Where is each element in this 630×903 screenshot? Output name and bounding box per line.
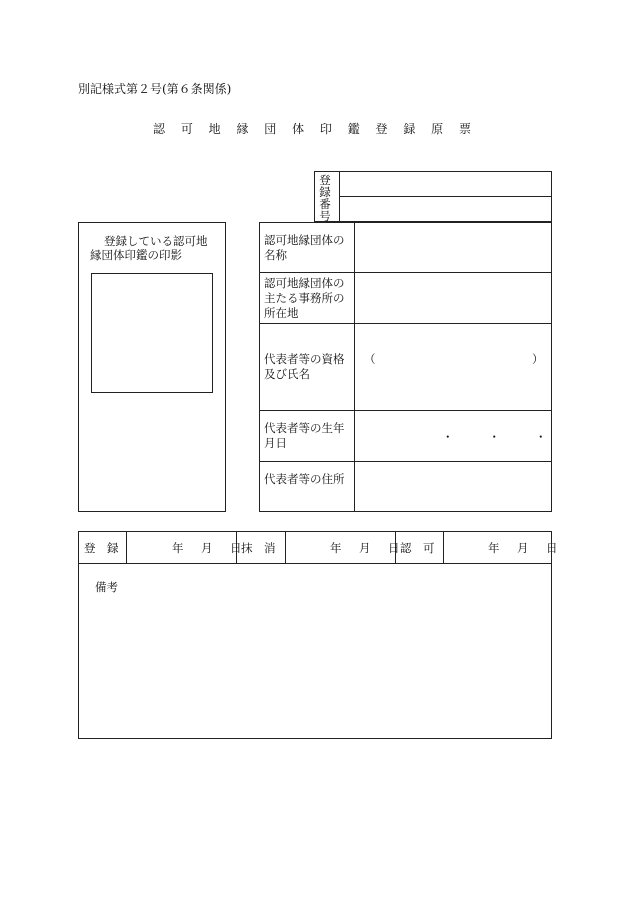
divider: [259, 410, 552, 411]
divider: [354, 222, 355, 512]
row-label-name: 認可地縁団体の名称: [264, 233, 345, 262]
open-paren: （: [364, 352, 376, 366]
registration-number-label: 登録番号: [319, 173, 331, 223]
registration-date[interactable]: 年 月 日: [172, 541, 245, 555]
form-title: 認 可 地 縁 団 体 印 鑑 登 録 原 票: [153, 122, 477, 136]
cancellation-date[interactable]: 年 月 日: [330, 541, 403, 555]
row-label-address-office: 認可地縁団体の主たる事務所の所在地: [264, 276, 345, 320]
divider: [285, 531, 286, 563]
divider: [78, 563, 552, 564]
row-label-birthdate: 代表者等の生年月日: [264, 421, 345, 450]
row-label-representative: 代表者等の資格及び氏名: [264, 352, 345, 381]
divider: [126, 531, 127, 563]
registration-number-field-2[interactable]: [341, 197, 551, 221]
remarks-label: 備考: [95, 580, 118, 594]
seal-impression-area[interactable]: [91, 273, 213, 393]
close-paren: ）: [532, 352, 544, 366]
divider: [443, 531, 444, 563]
divider: [259, 323, 552, 324]
row-label-address-rep: 代表者等の住所: [264, 472, 345, 486]
registration-label: 登 録: [84, 541, 119, 555]
remarks-field[interactable]: [80, 600, 550, 737]
cancellation-label: 抹 消: [241, 541, 276, 555]
seal-box-caption-line2: 縁団体印鑑の印影: [90, 248, 182, 262]
divider: [259, 272, 552, 273]
registration-number-field-1[interactable]: [341, 172, 551, 195]
name-field[interactable]: [356, 224, 550, 271]
office-address-field[interactable]: [356, 274, 550, 322]
form-number: 別記様式第２号(第６条関係): [78, 82, 232, 96]
representative-field[interactable]: [356, 325, 550, 409]
divider: [259, 461, 552, 462]
seal-box-caption-line1: 登録している認可地: [104, 234, 208, 248]
birthdate-dots: ・ ・ ・: [442, 430, 551, 444]
approval-label: 認 可: [400, 541, 435, 555]
representative-address-field[interactable]: [356, 463, 550, 510]
approval-date[interactable]: 年 月 日: [488, 541, 561, 555]
birthdate-field[interactable]: [356, 412, 550, 460]
